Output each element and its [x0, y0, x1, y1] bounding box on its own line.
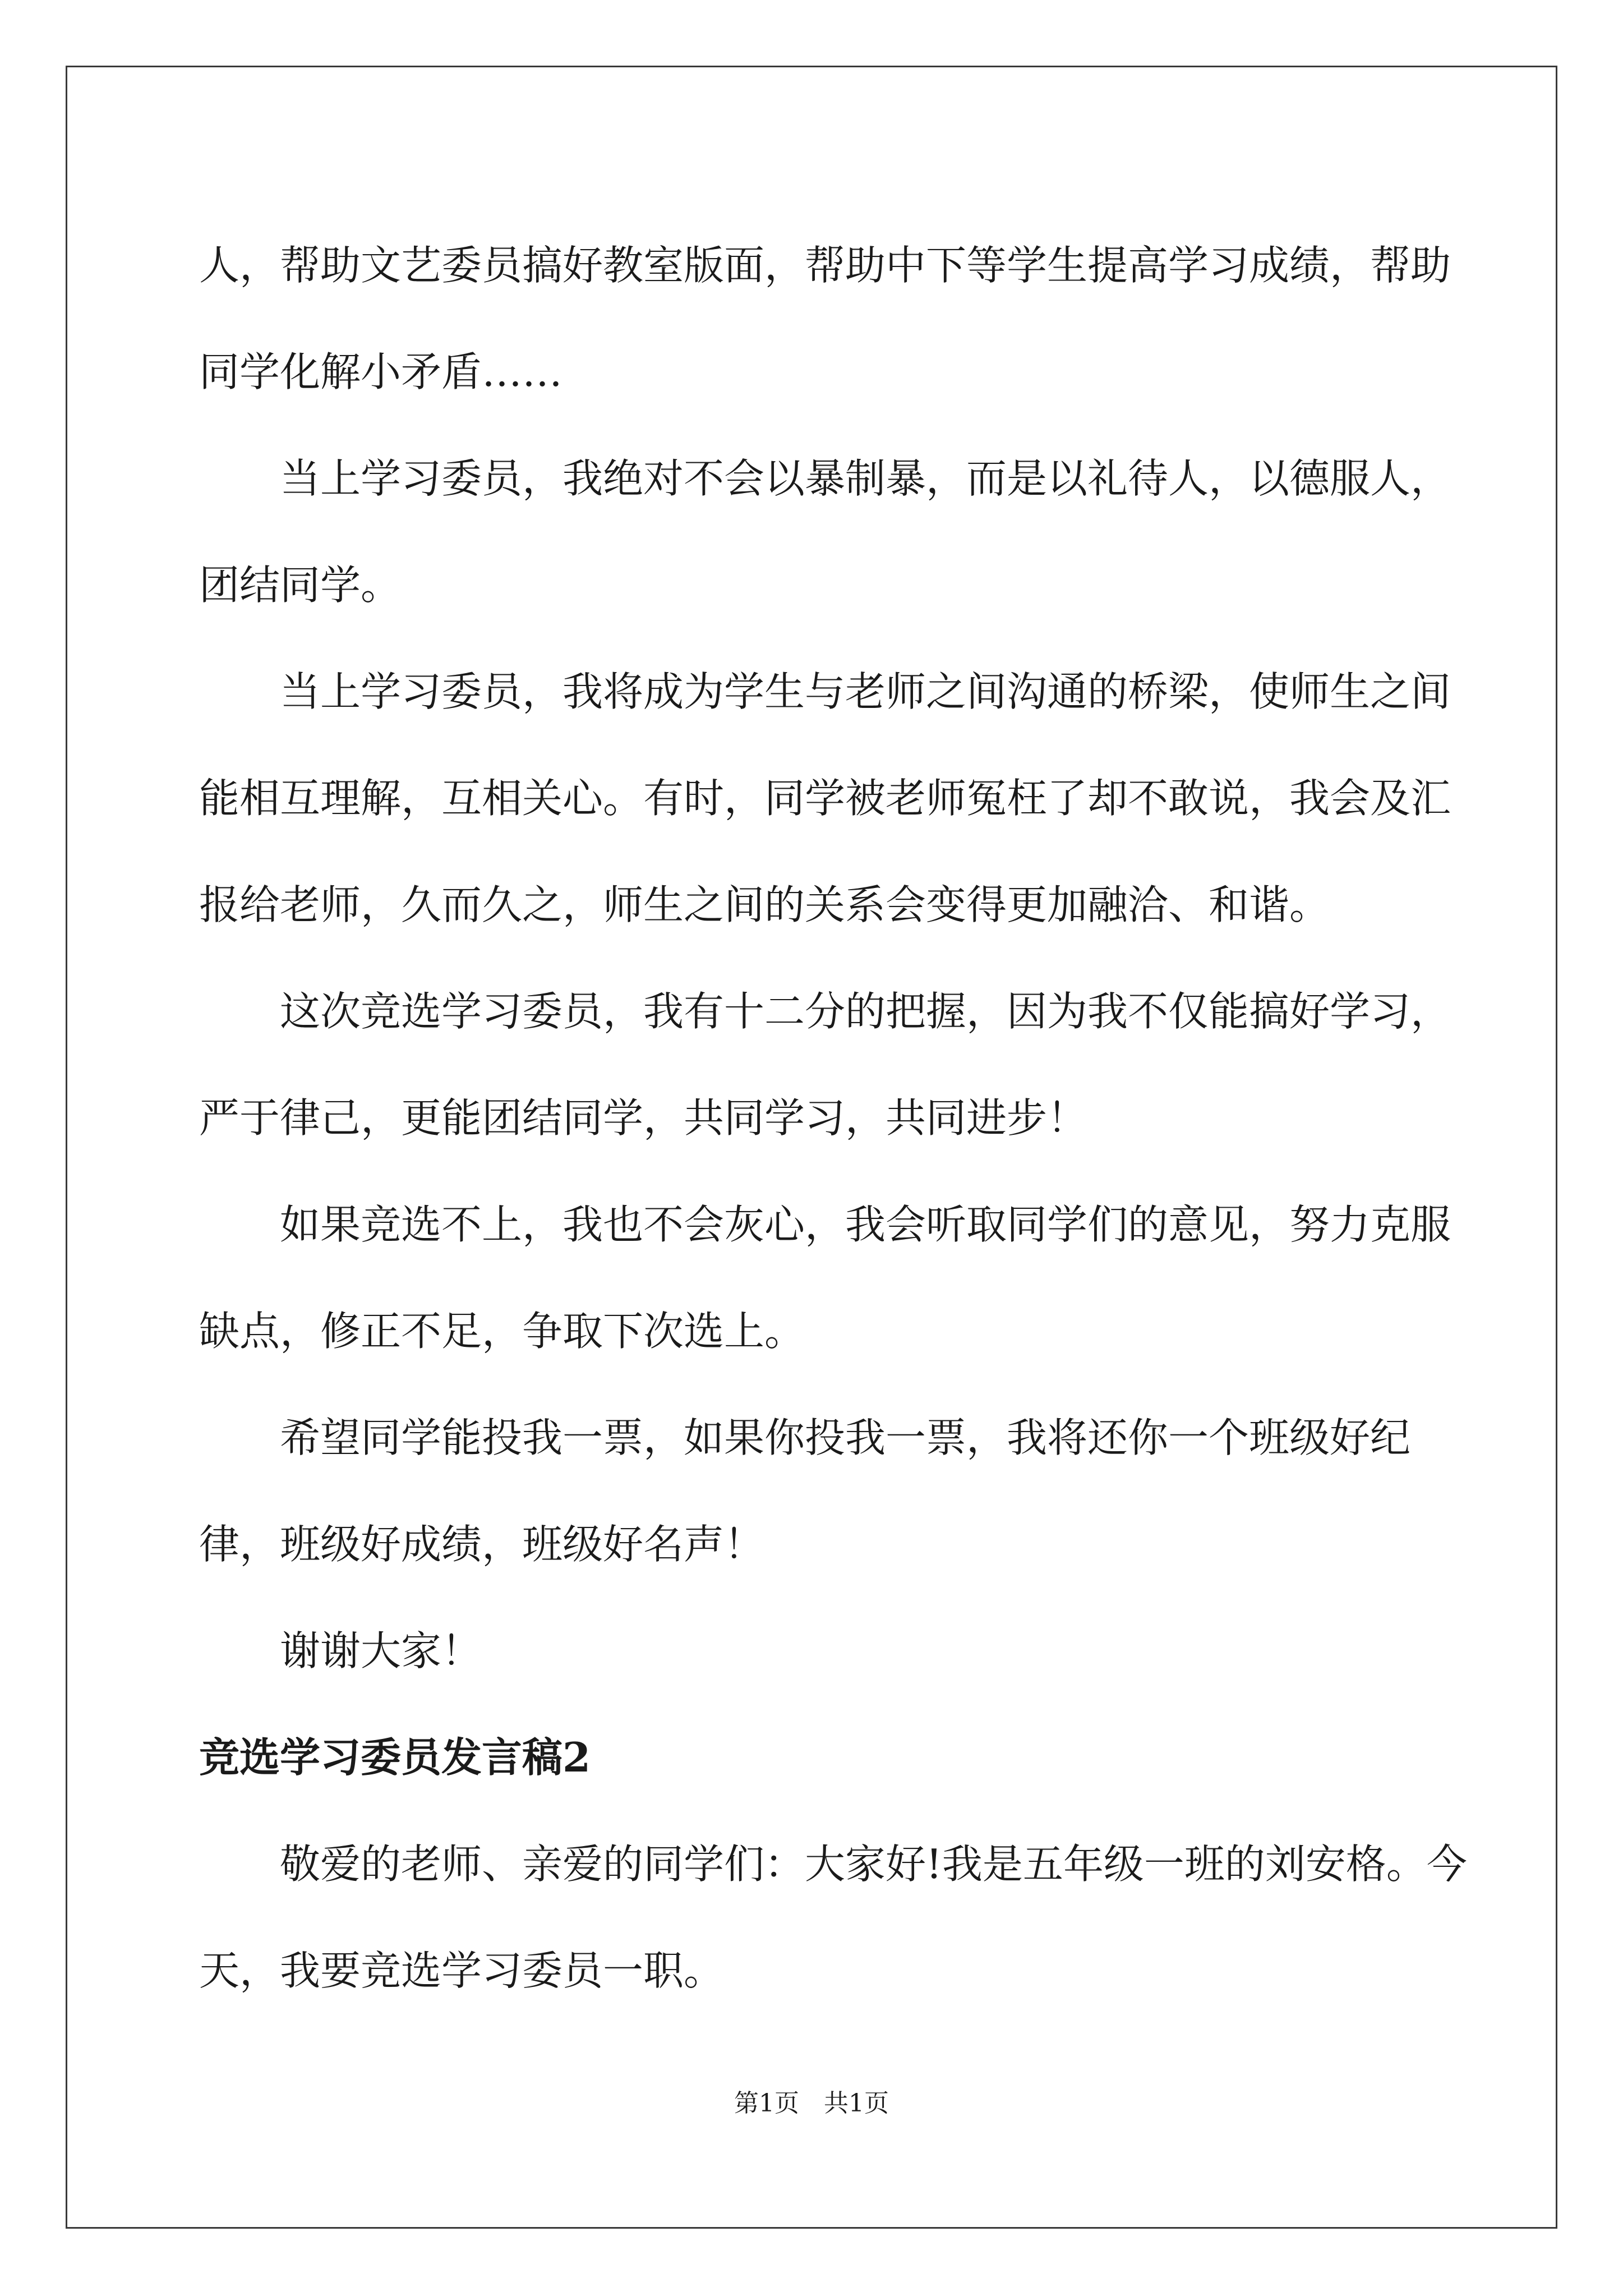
paragraph-4: 这次竞选学习委员，我有十二分的把握，因为我不仅能搞好学习，严于律己，更能团结同学，共同学习，共同进步！ [199, 988, 1451, 1142]
paragraph-3: 当上学习委员，我将成为学生与老师之间沟通的桥梁，使师生之间能相互理解，互相关心。有时，同学被老师冤枉了却不敢说，我会及汇报给老师，久而久之，师生之间的关系会变得更加融洽、和谐。 [199, 668, 1451, 928]
paragraph-2: 当上学习委员，我绝对不会以暴制暴，而是以礼待人，以德服人，团结同学。 [199, 455, 1451, 609]
document-body [199, 212, 1472, 2024]
paragraph-1: 人，帮助文艺委员搞好教室版面，帮助中下等学生提高学习成绩，帮助同学化解小矛盾…… [199, 242, 1451, 395]
paragraph-7: 谢谢大家！ [280, 1627, 482, 1674]
paragraph-6: 希望同学能投我一票，如果你投我一票，我将还你一个班级好纪律，班级好成绩，班级好名声！ [199, 1414, 1411, 1568]
section-heading: 竞选学习委员发言稿2 [199, 1733, 591, 1781]
page-footer: 第1页 共1页 [734, 2089, 889, 2118]
section-paragraph-1: 敬爱的老师、亲爱的同学们：大家好!我是五年级一班的刘安格。今天，我要竞选学习委员一职。 [199, 1841, 1467, 1994]
paragraph-5: 如果竞选不上，我也不会灰心，我会听取同学们的意见，努力克服缺点，修正不足，争取下次选上。 [199, 1201, 1451, 1355]
